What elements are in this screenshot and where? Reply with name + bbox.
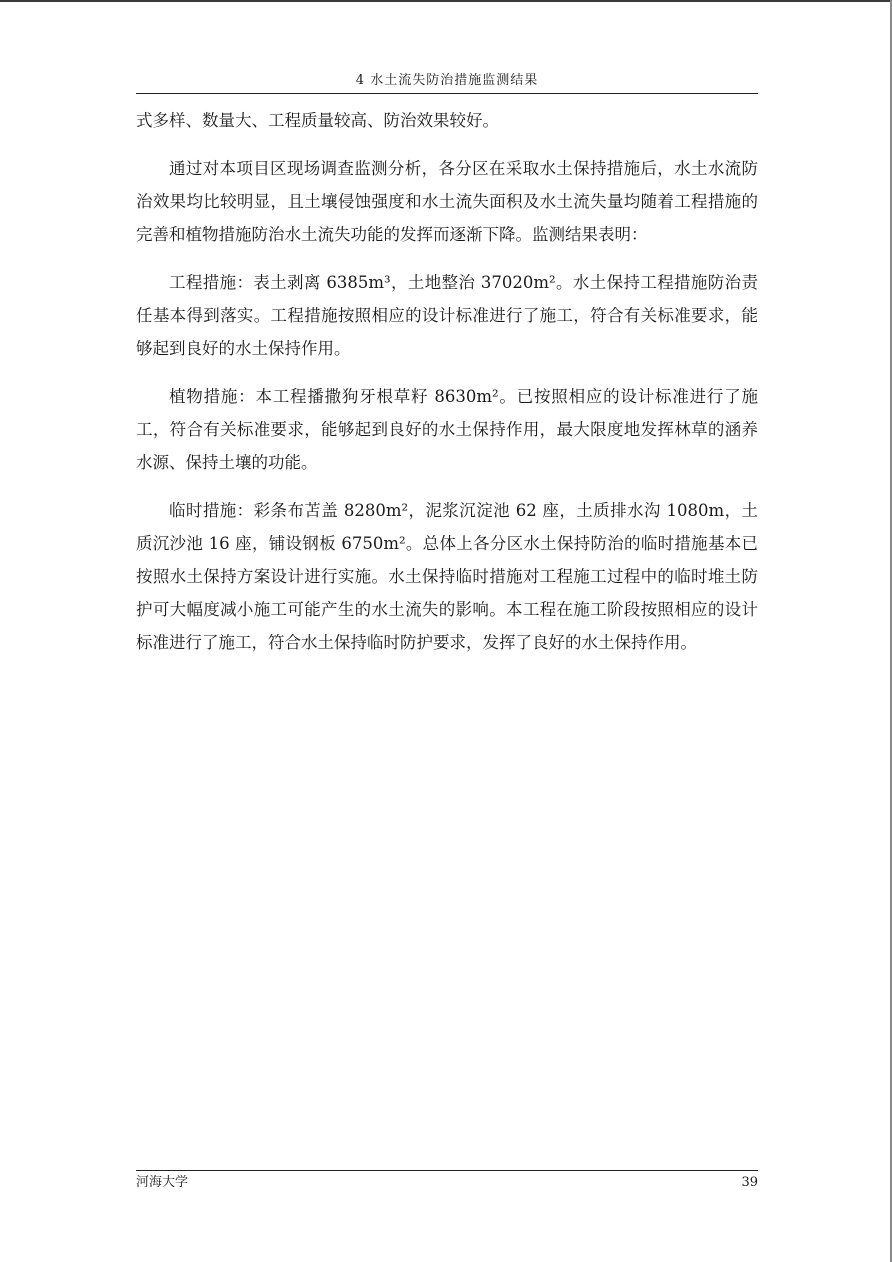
footer-rule (136, 1170, 758, 1171)
running-header: 4 水土流失防治措施监测结果 (355, 73, 539, 88)
paragraph-summary: 通过对本项目区现场调查监测分析，各分区在采取水土保持措施后，水土水流防治效果均比较明显，且土壤侵蚀强度和水土流失面积及水土流失量均随着工程措施的完善和植物措施防治水土流失功能的发挥而逐渐下降。监测结果表明： (136, 159, 758, 244)
paragraph-continuation: 式多样、数量大、工程质量较高、防治效果较好。 (136, 111, 499, 130)
page-top-edge (0, 0, 892, 2)
footer-institution: 河海大学 (136, 1175, 189, 1190)
header-rule (136, 93, 758, 94)
paragraph-engineering-measures: 工程措施：表土剥离 6385m³，土地整治 37020m²。水土保持工程措施防治责任基本得到落实。工程措施按照相应的设计标准进行了施工，符合有关标准要求，能够起到良好的水土保持作用。 (136, 273, 758, 358)
page-number: 39 (741, 1175, 758, 1190)
paragraph-plant-measures: 植物措施：本工程播撒狗牙根草籽 8630m²。已按照相应的设计标准进行了施工，符合有关标准要求，能够起到良好的水土保持作用，最大限度地发挥林草的涵养水源、保持土壤的功能。 (136, 387, 758, 472)
body-text (136, 104, 758, 674)
paragraph-temporary-measures: 临时措施：彩条布苫盖 8280m²，泥浆沉淀池 62 座，土质排水沟 1080m，土质沉沙池 16 座，铺设钢板 6750m²。总体上各分区水土保持防治的临时措施基本已按照水土保持方案设计进行实施。水土保持临时措施对工程施工过程中的临时堆土防护可大幅度减小施工可能产生的水土流失的影响。本工程在施工阶段按照相应的设计标准进行了施工，符合水土保持临时防护要求，发挥了良好的水土保持作用。 (136, 501, 758, 652)
